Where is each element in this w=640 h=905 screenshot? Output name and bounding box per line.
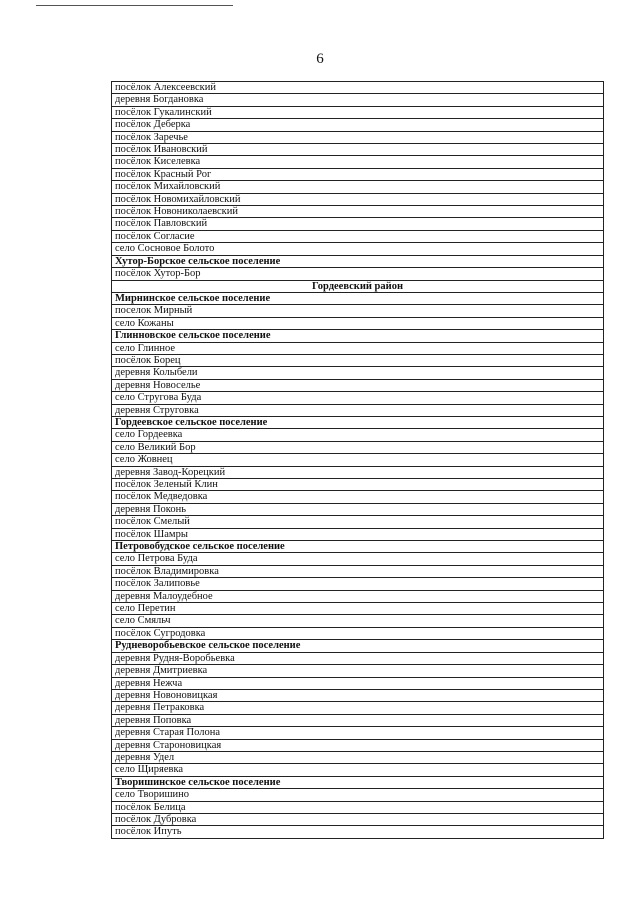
locality-row (112, 615, 604, 627)
locality-row (112, 565, 604, 577)
locality-name: посёлок Ивановский (112, 144, 604, 156)
locality-name: посёлок Залиповье (112, 578, 604, 590)
locality-row (112, 454, 604, 466)
locality-row (112, 392, 604, 404)
locality-name: посёлок Гукалинский (112, 106, 604, 118)
settlement-header-row (112, 255, 604, 267)
district-header-row (112, 280, 604, 292)
locality-row (112, 751, 604, 763)
locality-name: деревня Староновицкая (112, 739, 604, 751)
locality-name: деревня Богдановка (112, 94, 604, 106)
locality-name: деревня Поконь (112, 503, 604, 515)
locality-row (112, 119, 604, 131)
locality-name: поселок Мирный (112, 305, 604, 317)
locality-name: посёлок Медведовка (112, 491, 604, 503)
locality-name: посёлок Новониколаевский (112, 206, 604, 218)
locality-name: посёлок Красный Рог (112, 168, 604, 180)
settlement-header-row (112, 640, 604, 652)
locality-name: деревня Новоновицкая (112, 689, 604, 701)
settlement-header-row (112, 541, 604, 553)
locality-row (112, 764, 604, 776)
locality-row (112, 491, 604, 503)
locality-row (112, 367, 604, 379)
locality-name: село Петрова Буда (112, 553, 604, 565)
locality-row (112, 181, 604, 193)
locality-row (112, 714, 604, 726)
locality-name: деревня Нежча (112, 677, 604, 689)
locality-row (112, 354, 604, 366)
settlement-header-row (112, 330, 604, 342)
locality-row (112, 243, 604, 255)
settlement-name: Глинновское сельское поселение (112, 330, 604, 342)
locality-row (112, 801, 604, 813)
locality-name: деревня Дмитриевка (112, 665, 604, 677)
locality-row (112, 230, 604, 242)
locality-name: село Гордеевка (112, 429, 604, 441)
locality-name: посёлок Деберка (112, 119, 604, 131)
locality-name: посёлок Михайловский (112, 181, 604, 193)
locality-row (112, 528, 604, 540)
locality-row (112, 689, 604, 701)
locality-row (112, 106, 604, 118)
locality-row (112, 789, 604, 801)
locality-row (112, 665, 604, 677)
locality-name: посёлок Смелый (112, 516, 604, 528)
locality-row (112, 516, 604, 528)
locality-name: посёлок Павловский (112, 218, 604, 230)
locality-row (112, 317, 604, 329)
locality-name: село Смяльч (112, 615, 604, 627)
locality-name: посёлок Дубровка (112, 813, 604, 825)
locality-row (112, 82, 604, 94)
locality-name: посёлок Согласие (112, 230, 604, 242)
locality-row (112, 429, 604, 441)
settlement-header-row (112, 416, 604, 428)
locality-name: посёлок Сугродовка (112, 627, 604, 639)
locality-name: деревня Удел (112, 751, 604, 763)
locality-row (112, 813, 604, 825)
locality-row (112, 379, 604, 391)
locality-row (112, 156, 604, 168)
settlement-name: Рудневоробьевское сельское поселение (112, 640, 604, 652)
district-name: Гордеевский район (112, 280, 604, 292)
locality-name: посёлок Киселевка (112, 156, 604, 168)
locality-row (112, 553, 604, 565)
locality-row (112, 218, 604, 230)
locality-name: посёлок Заречье (112, 131, 604, 143)
locality-name: село Глинное (112, 342, 604, 354)
locality-row (112, 479, 604, 491)
locality-name: деревня Новоселье (112, 379, 604, 391)
locality-name: посёлок Хутор-Бор (112, 268, 604, 280)
locality-name: посёлок Владимировка (112, 565, 604, 577)
locality-row (112, 826, 604, 838)
locality-row (112, 652, 604, 664)
locality-row (112, 305, 604, 317)
locality-name: деревня Петраковка (112, 702, 604, 714)
locality-row (112, 466, 604, 478)
locality-name: село Стругова Буда (112, 392, 604, 404)
locality-name: посёлок Шамры (112, 528, 604, 540)
locality-row (112, 441, 604, 453)
locality-row (112, 739, 604, 751)
locality-row (112, 131, 604, 143)
locality-name: посёлок Алексеевский (112, 82, 604, 94)
locality-name: посёлок Ипуть (112, 826, 604, 838)
locality-name: село Перетин (112, 603, 604, 615)
locality-name: деревня Завод-Корецкий (112, 466, 604, 478)
locality-name: деревня Струговка (112, 404, 604, 416)
locality-name: деревня Поповка (112, 714, 604, 726)
locality-row (112, 404, 604, 416)
locality-name: село Кожаны (112, 317, 604, 329)
locality-name: село Щиряевка (112, 764, 604, 776)
locality-row (112, 578, 604, 590)
locality-row (112, 342, 604, 354)
locality-name: посёлок Новомихайловский (112, 193, 604, 205)
locality-row (112, 727, 604, 739)
locality-row (112, 268, 604, 280)
settlements-table-body (112, 82, 604, 839)
locality-row (112, 168, 604, 180)
locality-name: деревня Рудня-Воробьевка (112, 652, 604, 664)
locality-name: деревня Колыбели (112, 367, 604, 379)
locality-row (112, 144, 604, 156)
locality-name: посёлок Зеленый Клин (112, 479, 604, 491)
locality-row (112, 94, 604, 106)
locality-name: село Жовнец (112, 454, 604, 466)
locality-row (112, 603, 604, 615)
locality-name: посёлок Борец (112, 354, 604, 366)
locality-name: деревня Малоудебное (112, 590, 604, 602)
settlement-name: Творишинское сельское поселение (112, 776, 604, 788)
settlement-name: Хутор-Борское сельское поселение (112, 255, 604, 267)
locality-row (112, 677, 604, 689)
settlement-header-row (112, 292, 604, 304)
locality-name: село Великий Бор (112, 441, 604, 453)
page-number: 6 (316, 51, 324, 67)
locality-row (112, 193, 604, 205)
locality-row (112, 206, 604, 218)
locality-row (112, 702, 604, 714)
settlement-name: Мирнинское сельское поселение (112, 292, 604, 304)
locality-name: деревня Старая Полона (112, 727, 604, 739)
settlements-table (111, 81, 604, 839)
locality-row (112, 627, 604, 639)
locality-name: село Творишино (112, 789, 604, 801)
locality-name: посёлок Белица (112, 801, 604, 813)
header-rule (36, 5, 233, 6)
locality-row (112, 590, 604, 602)
settlement-name: Гордеевское сельское поселение (112, 416, 604, 428)
settlement-header-row (112, 776, 604, 788)
locality-name: село Сосновое Болото (112, 243, 604, 255)
settlement-name: Петровобудское сельское поселение (112, 541, 604, 553)
locality-row (112, 503, 604, 515)
